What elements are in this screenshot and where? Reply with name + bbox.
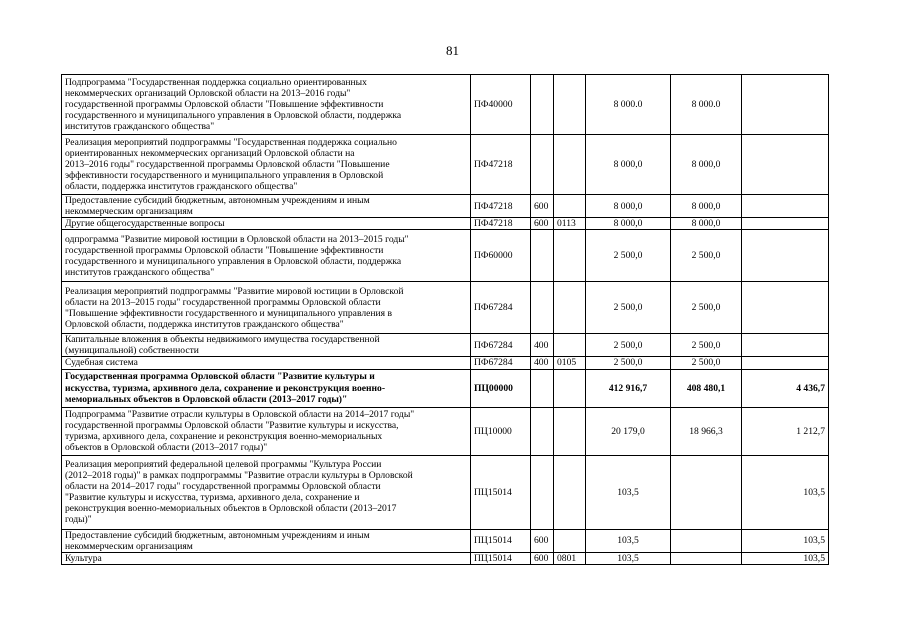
target-code-cell: ПФ40000 <box>471 75 531 135</box>
federal-amount-cell: 408 480,1 <box>671 369 742 407</box>
table-row <box>62 75 829 135</box>
program-name-cell: Реализация мероприятий подпрограммы "Развитие мировой юстиции в Орловской области на 2013–2015 годы" государственной программы Орловской области "Повышение эффективности государственного и муниципального управления в Орловской области, поддержка институтов гражданского общества" <box>62 282 471 334</box>
section-code-cell <box>554 282 586 334</box>
table-row <box>62 230 829 282</box>
section-code-cell <box>554 334 586 357</box>
regional-amount-cell <box>742 357 829 369</box>
table-row <box>62 282 829 334</box>
expense-type-cell <box>531 135 554 195</box>
target-code-cell: ПФ60000 <box>471 230 531 282</box>
regional-amount-cell <box>742 195 829 218</box>
total-amount-cell: 2 500,0 <box>586 282 671 334</box>
table-row <box>62 552 829 564</box>
program-name-cell: Другие общегосударственные вопросы <box>62 218 471 230</box>
total-amount-cell: 103,5 <box>586 455 671 529</box>
section-code-cell <box>554 230 586 282</box>
table-row <box>62 407 829 455</box>
expense-type-cell: 600 <box>531 529 554 552</box>
regional-amount-cell <box>742 230 829 282</box>
target-code-cell: ПЦ15014 <box>471 455 531 529</box>
target-code-cell: ПФ47218 <box>471 218 531 230</box>
section-code-cell: 0105 <box>554 357 586 369</box>
federal-amount-cell: 18 966,3 <box>671 407 742 455</box>
target-code-cell: ПЦ00000 <box>471 369 531 407</box>
program-name-cell: Предоставление субсидий бюджетным, автономным учреждениям и иным некоммерческим организациям <box>62 195 471 218</box>
federal-amount-cell: 2 500,0 <box>671 357 742 369</box>
regional-amount-cell: 1 212,7 <box>742 407 829 455</box>
target-code-cell: ПЦ15014 <box>471 529 531 552</box>
expense-type-cell <box>531 407 554 455</box>
expense-type-cell: 600 <box>531 552 554 564</box>
table-row <box>62 135 829 195</box>
table-row <box>62 334 829 357</box>
target-code-cell: ПФ47218 <box>471 195 531 218</box>
total-amount-cell: 20 179,0 <box>586 407 671 455</box>
expense-type-cell: 600 <box>531 218 554 230</box>
federal-amount-cell: 2 500,0 <box>671 334 742 357</box>
target-code-cell: ПЦ10000 <box>471 407 531 455</box>
program-name-cell: Реализация мероприятий федеральной целевой программы "Культура России (2012–2018 годы)" в рамках подпрограммы "Развитие отрасли культуры в Орловской области на 2014–2017 годы" государственной программы Орловской области "Развитие культуры и искусства, туризма, архивного дела, сохранение и реконструкция военно-мемориальных объектов в Орловской области (2013–2017 годы)" <box>62 455 471 529</box>
expense-type-cell: 600 <box>531 195 554 218</box>
section-code-cell <box>554 195 586 218</box>
regional-amount-cell: 103,5 <box>742 455 829 529</box>
total-amount-cell: 103,5 <box>586 552 671 564</box>
regional-amount-cell <box>742 135 829 195</box>
regional-amount-cell: 103,5 <box>742 529 829 552</box>
regional-amount-cell: 103,5 <box>742 552 829 564</box>
program-name-cell: Культура <box>62 552 471 564</box>
section-code-cell <box>554 529 586 552</box>
total-amount-cell: 2 500,0 <box>586 334 671 357</box>
target-code-cell: ПФ67284 <box>471 357 531 369</box>
federal-amount-cell: 8 000,0 <box>671 218 742 230</box>
expense-type-cell <box>531 369 554 407</box>
federal-amount-cell <box>671 552 742 564</box>
regional-amount-cell <box>742 334 829 357</box>
section-code-cell <box>554 75 586 135</box>
federal-amount-cell <box>671 455 742 529</box>
program-name-cell: Реализация мероприятий подпрограммы "Государственная поддержка социально ориентированных некоммерческих организаций Орловской области на 2013–2016 годы" государственной программы Орловской области "Повышение эффективности государственного и муниципального управления в Орловской области, поддержка институтов гражданского общества" <box>62 135 471 195</box>
federal-amount-cell: 2 500,0 <box>671 230 742 282</box>
table-row <box>62 529 829 552</box>
section-code-cell <box>554 455 586 529</box>
section-code-cell <box>554 369 586 407</box>
program-name-cell: Подпрограмма "Развитие отрасли культуры в Орловской области на 2014–2017 годы" государственной программы Орловской области "Развитие культуры и искусства, туризма, архивного дела, сохранение и реконструкция военно-мемориальных объектов в Орловской области (2013–2017 годы)" <box>62 407 471 455</box>
total-amount-cell: 8 000,0 <box>586 195 671 218</box>
federal-amount-cell <box>671 529 742 552</box>
target-code-cell: ПФ67284 <box>471 334 531 357</box>
expense-type-cell: 400 <box>531 357 554 369</box>
expense-type-cell <box>531 75 554 135</box>
total-amount-cell: 2 500,0 <box>586 230 671 282</box>
total-amount-cell: 2 500,0 <box>586 357 671 369</box>
expense-type-cell <box>531 230 554 282</box>
program-name-cell: Капитальные вложения в объекты недвижимого имущества государственной (муниципальной) собственности <box>62 334 471 357</box>
program-name-cell: Предоставление субсидий бюджетным, автономным учреждениям и иным некоммерческим организациям <box>62 529 471 552</box>
program-name-cell: Судебная система <box>62 357 471 369</box>
federal-amount-cell: 8 000,0 <box>671 195 742 218</box>
program-name-cell: одпрограмма "Развитие мировой юстиции в Орловской области на 2013–2015 годы" государственной программы Орловской области "Повышение эффективности государственного и муниципального управления в Орловской области, поддержка институтов гражданского общества" <box>62 230 471 282</box>
total-amount-cell: 412 916,7 <box>586 369 671 407</box>
section-code-cell <box>554 407 586 455</box>
section-code-cell: 0113 <box>554 218 586 230</box>
target-code-cell: ПФ67284 <box>471 282 531 334</box>
total-amount-cell: 8 000,0 <box>586 135 671 195</box>
regional-amount-cell: 4 436,7 <box>742 369 829 407</box>
total-amount-cell: 8 000.0 <box>586 75 671 135</box>
regional-amount-cell <box>742 75 829 135</box>
regional-amount-cell <box>742 282 829 334</box>
federal-amount-cell: 8 000,0 <box>671 135 742 195</box>
regional-amount-cell <box>742 218 829 230</box>
section-code-cell <box>554 135 586 195</box>
section-code-cell: 0801 <box>554 552 586 564</box>
table-row <box>62 218 829 230</box>
expense-type-cell <box>531 455 554 529</box>
table-row <box>62 195 829 218</box>
table-row <box>62 357 829 369</box>
target-code-cell: ПЦ15014 <box>471 552 531 564</box>
target-code-cell: ПФ47218 <box>471 135 531 195</box>
total-amount-cell: 103,5 <box>586 529 671 552</box>
page-number: 81 <box>446 43 459 58</box>
budget-table <box>61 74 829 565</box>
total-amount-cell: 8 000,0 <box>586 218 671 230</box>
federal-amount-cell: 2 500,0 <box>671 282 742 334</box>
expense-type-cell: 400 <box>531 334 554 357</box>
table-row <box>62 455 829 529</box>
table-body <box>62 75 829 565</box>
expense-type-cell <box>531 282 554 334</box>
program-name-cell: Государственная программа Орловской области "Развитие культуры и искусства, туризма, архивного дела, сохранение и реконструкция военно- мемориальных объектов в Орловской области (2013–2017 годы)" <box>62 369 471 407</box>
program-name-cell: Подпрограмма "Государственная поддержка социально ориентированных некоммерческих организаций Орловской области на 2013–2016 годы" государственной программы Орловской области "Повышение эффективности государственного и муниципального управления в Орловской области, поддержка институтов гражданского общества" <box>62 75 471 135</box>
federal-amount-cell: 8 000.0 <box>671 75 742 135</box>
table-row <box>62 369 829 407</box>
